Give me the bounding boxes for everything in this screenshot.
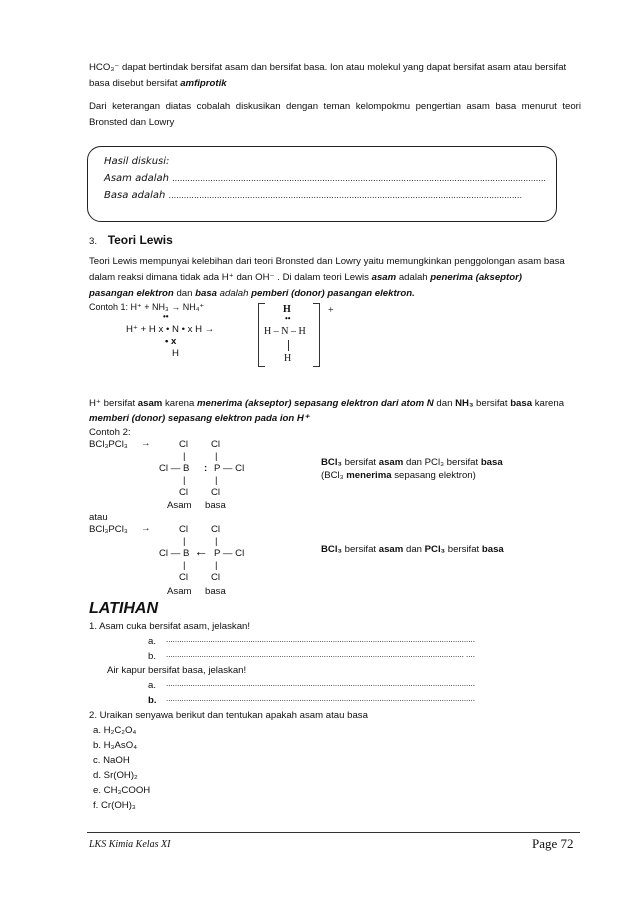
cl-bottom-left: Cl <box>179 487 189 498</box>
cl-bottom-right-2: Cl <box>211 572 221 583</box>
ammonium-dots: •• <box>285 314 291 323</box>
acid-answer-line[interactable]: ................................................................................................................................................... <box>172 174 546 183</box>
e1-g: bersifat <box>473 398 511 409</box>
lewis-h-bottom: H <box>172 348 179 359</box>
e1-asam: asam <box>137 398 163 409</box>
page-number: Page 72 <box>532 836 574 851</box>
bond-bottom-right-2: | <box>215 560 218 571</box>
question-2: 2. Uraikan senyawa berikut dan tentukan apakah asam atau basa <box>89 710 368 721</box>
p-row-2: P — Cl <box>214 548 245 559</box>
ammonium-h-top: H <box>283 304 291 315</box>
lone-pair-colon: : <box>204 463 208 474</box>
intro-line-1: HCO₃⁻ dapat bertindak bersifat asam dan bersifat basa. Ion atau molekul yang dapat bersifat asam atau bersifat <box>89 62 567 73</box>
n2-menerima: menerima <box>346 470 392 481</box>
n3-d: dan <box>403 544 425 555</box>
q1-option-a: a. <box>148 636 157 647</box>
p2-c: adalah <box>396 272 431 283</box>
intro-line-2-text: basa disebut bersifat <box>89 78 181 89</box>
ammonium-h-bottom: H <box>284 353 292 364</box>
compound-item: d. Sr(OH)₂ <box>93 770 138 781</box>
note-3 <box>321 544 504 555</box>
acid-label: Asam adalah <box>104 173 169 184</box>
compound-item: e. CH₃COOH <box>93 785 151 796</box>
q1c-option-b: b. <box>148 695 157 706</box>
compound-item: b. H₃AsO₄ <box>93 740 138 751</box>
footer-rule <box>87 832 580 833</box>
bond-bottom-right: | <box>215 475 218 486</box>
discussion-title: Hasil diskusi: <box>104 156 170 167</box>
p3-donor: pemberi (donor) pasangan elektron. <box>251 288 415 299</box>
q1-option-b: b. <box>148 651 157 662</box>
acid-definition-row <box>104 173 546 184</box>
base-label-1: basa <box>205 500 226 511</box>
intro-line-2 <box>89 78 227 89</box>
p3-b: dan <box>173 288 196 299</box>
dative-arrow: ← <box>194 543 208 559</box>
reaction-2-formula: BCl₃PCl₃ <box>89 524 128 535</box>
cl-top-left-2: Cl <box>179 524 189 535</box>
p2-a: dalam reaksi dimana tidak ada H⁺ dan OH⁻ . Di dalam teori Lewis <box>89 272 372 283</box>
cl-bottom-left-2: Cl <box>179 572 189 583</box>
question-1: 1. Asam cuka bersifat asam, jelaskan! <box>89 621 251 632</box>
lewis-paragraph-line-3 <box>89 288 415 299</box>
e1-i: karena <box>532 398 565 409</box>
n3-basa: basa <box>481 544 504 555</box>
cl-top-right: Cl <box>211 439 221 450</box>
example-1-label: Contoh 1: H⁺ + NH₃ → NH₄⁺ <box>89 302 205 312</box>
q1-answer-a[interactable]: ........................................................................................................................................... <box>166 635 475 644</box>
q1c-answer-b[interactable]: ........................................................................................................................................... <box>166 694 475 703</box>
or-label: atau <box>89 512 108 523</box>
compound-item: f. Cr(OH)₃ <box>93 800 136 811</box>
note-2 <box>321 470 476 481</box>
ammonium-bond <box>288 340 289 351</box>
cl-bottom-right: Cl <box>211 487 221 498</box>
compound-item: c. NaOH <box>93 755 130 766</box>
acid-label-2: Asam <box>167 586 192 597</box>
n1-b: bersifat <box>341 457 379 468</box>
n3-pcl3: PCl₃ <box>424 544 446 555</box>
n3-asam: asam <box>378 544 404 555</box>
base-label: Basa adalah <box>104 190 166 201</box>
n1-bcl3: BCl₃ <box>321 457 342 468</box>
n3-f: bersifat <box>445 544 482 555</box>
section-3-heading <box>89 233 173 247</box>
q1c-answer-a[interactable]: ........................................................................................................................................... <box>166 679 475 688</box>
footer-title: LKS Kimia Kelas XI <box>89 839 171 850</box>
base-definition-row <box>104 190 522 201</box>
example-2-label: Contoh 2: <box>89 427 131 438</box>
amfiprotik-term: amfiprotik <box>180 78 227 89</box>
reaction-2-arrow: → <box>141 523 151 534</box>
ammonium-bracket-right <box>313 303 320 367</box>
n1-d: dan PCl₃ bersifat <box>403 457 481 468</box>
p2-asam: asam <box>371 272 397 283</box>
n3-b: bersifat <box>341 544 379 555</box>
exercise-title: LATIHAN <box>89 600 159 617</box>
p3-pasangan: pasangan elektron <box>89 288 174 299</box>
n1-asam: asam <box>378 457 404 468</box>
section-number: 3. <box>89 236 98 247</box>
p3-d: adalah <box>217 288 252 299</box>
b-row-2: Cl — B <box>159 548 190 559</box>
compound-item: a. H₂C₂O₄ <box>93 725 137 736</box>
bond-bottom-left-2: | <box>183 560 186 571</box>
reaction-1-arrow: → <box>141 438 151 449</box>
bond-bottom-left: | <box>183 475 186 486</box>
n3-bcl3: BCl₃ <box>321 544 342 555</box>
b-row: Cl — B <box>159 463 190 474</box>
lone-pair-dots: •• <box>163 312 169 321</box>
explain-1-line-1 <box>89 398 564 409</box>
section-title: Teori Lewis <box>107 233 173 247</box>
n2-a: (BCl₃ <box>321 470 347 481</box>
e1-a: H⁺ bersifat <box>89 398 138 409</box>
e1-nh3: NH₃ <box>455 398 474 409</box>
e1-menerima: menerima (akseptor) sepasang elektron dari atom N <box>197 398 434 409</box>
p2-akseptor: penerima (akseptor) <box>430 272 522 283</box>
explain-1-line-2: memberi (donor) sepasang elektron pada ion H⁺ <box>89 413 309 424</box>
question-1-part-2: Air kapur bersifat basa, jelaskan! <box>107 665 247 676</box>
base-label-2: basa <box>205 586 226 597</box>
ammonium-middle: H – N – H <box>264 326 306 337</box>
bond-top-right-2: | <box>215 536 218 547</box>
q1-answer-b[interactable]: ...................................................................................................................................... .... <box>166 650 475 659</box>
e1-e: dan <box>433 398 456 409</box>
lewis-paragraph-line-2 <box>89 272 522 283</box>
discussion-prompt: Dari keterangan diatas cobalah diskusikan dengan teman kelompokmu pengertian asam basa menurut teori Bronsted dan Lowry <box>89 101 581 128</box>
n2-c: sepasang elektron) <box>391 470 476 481</box>
e1-c: karena <box>162 398 198 409</box>
cl-top-left: Cl <box>179 439 189 450</box>
cl-top-right-2: Cl <box>211 524 221 535</box>
bond-top-right: | <box>215 451 218 462</box>
reaction-1-formula: BCl₃PCl₃ <box>89 439 128 450</box>
base-answer-line[interactable]: ........................................................................................................................................... <box>168 191 523 200</box>
n1-basa: basa <box>480 457 503 468</box>
bond-top-left: | <box>183 451 186 462</box>
note-1 <box>321 457 503 468</box>
bond-top-left-2: | <box>183 536 186 547</box>
lewis-dots-mid: • x <box>165 336 177 347</box>
lewis-paragraph-line-1: Teori Lewis mempunyai kelebihan dari teori Bronsted dan Lowry yaitu memungkinkan penggolongan asam basa <box>89 256 565 267</box>
p-row: P — Cl <box>214 463 245 474</box>
lewis-reaction: H⁺ + H x • N • x H → <box>126 324 215 335</box>
q1c-option-a: a. <box>148 680 157 691</box>
ammonium-charge: + <box>328 305 334 316</box>
e1-basa: basa <box>510 398 533 409</box>
p3-basa: basa <box>195 288 217 299</box>
acid-label-1: Asam <box>167 500 192 511</box>
